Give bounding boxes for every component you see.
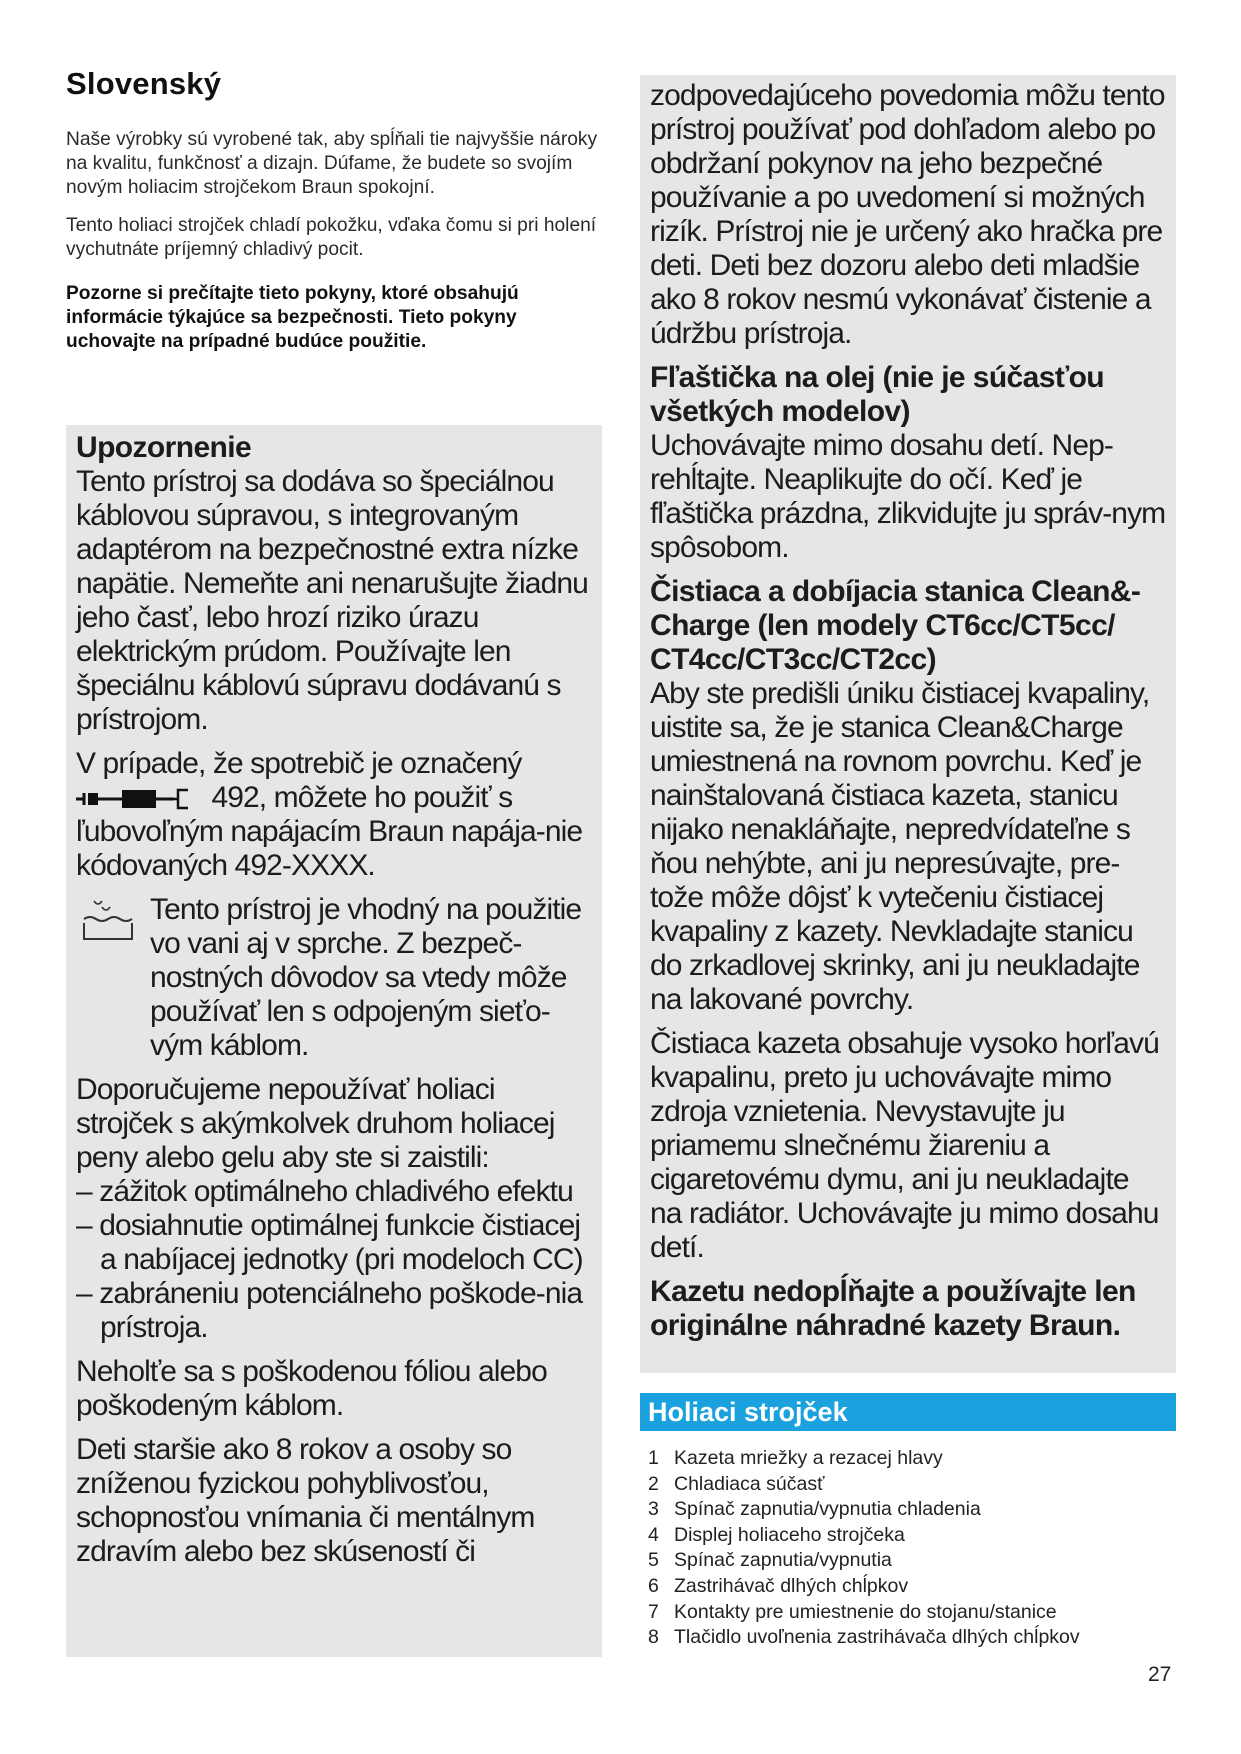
safety-notice: Pozorne si prečítajte tieto pokyny, ktoré obsahujú informácie týkajúce sa bezpečnosti. Tieto pokyny uchovajte na prípadné budúce použitie. — [66, 283, 519, 352]
warning-heading: Upozornenie — [76, 431, 252, 464]
station-paragraph-1: Aby ste predišli úniku čistiacej kvapaliny, uistite sa, že je stanica Clean&Charge umiestnená na rovnom povrchu. Keď je nainštalovaná čistiaca kazeta, stanicu nijako nenakláňajte, nepredvídateľne s ňou nehýbte, ani ju nepresúvajte, pre-tože môže dôjsť k vytečeniu čistiacej kvapaliny z kazety. Nevkladajte stanicu do zrkadlovej skrinky, ani ju neukladajte na lakované povrchy. — [650, 677, 1150, 1016]
warning-paragraph-2-before: V prípade, že spotrebič je označený — [76, 747, 522, 780]
oil-bottle-heading: Fľaštička na olej (nie je súčasťou všetkých modelov) — [650, 361, 1105, 428]
bath-shower-text: Tento prístroj je vhodný na použitie vo vani aj v sprche. Z bezpeč-nostných dôvodov sa vtedy môže používať len s odpojeným sieťo-vým káblom. — [150, 893, 582, 1062]
list-item: 8 Tlačidlo uvoľnenia zastrihávača dlhých chĺpkov — [648, 1626, 1080, 1649]
bath-shower-notice — [76, 893, 592, 1063]
station-heading: Čistiaca a dobíjacia stanica Clean&-Charge (len modely CT6cc/CT5cc/ CT4cc/CT3cc/CT2cc) — [650, 575, 1141, 676]
list-item: 1 Kazeta mriežky a rezacej hlavy — [648, 1447, 943, 1469]
intro-column — [66, 66, 606, 368]
recommendation-list — [76, 1175, 592, 1345]
list-item: 2 Chladiaca súčasť — [648, 1472, 825, 1495]
bathtub-icon — [80, 897, 136, 947]
safety-continued-box — [640, 75, 1176, 1373]
list-item: – zabráneniu potenciálneho poškode-nia prístroja. — [76, 1277, 583, 1344]
refill-warning-heading: Kazetu nedopĺňajte a používajte len originálne náhradné kazety Braun. — [650, 1275, 1136, 1342]
list-item: 4 Displej holiaceho strojčeka — [648, 1523, 905, 1546]
warning-paragraph-4: Doporučujeme nepoužívať holiaci strojček s akýmkolvek druhom holiacej peny alebo gelu aby ste si zaistili: — [76, 1073, 555, 1174]
warning-paragraph-5: Neholťe sa s poškodenou fóliou alebo poškodeným káblom. — [76, 1355, 547, 1422]
children-paragraph: zodpovedajúceho povedomia môžu tento prístroj používať pod dohľadom alebo po obdržaní pokynov na jeho bezpečné používanie a po uvedomení si možných rizík. Prístroj nie je určený ako hračka pre deti. Deti bez dozoru alebo deti mladšie ako 8 rokov nesmú vykonávať čistenie a údržbu prístroja. — [650, 79, 1165, 350]
warning-paragraph-2 — [76, 747, 592, 883]
warning-box — [66, 425, 602, 1657]
page-title: Slovenský — [66, 66, 222, 101]
list-item: 5 Spínač zapnutia/vypnutia — [648, 1549, 892, 1572]
list-item: 6 Zastrihávač dlhých chĺpkov — [648, 1574, 909, 1597]
parts-list — [648, 1446, 1178, 1651]
warning-paragraph-1: Tento prístroj sa dodáva so špeciálnou káblovou súpravou, s integrovaným adaptérom na bezpečnostné extra nízke napätie. Nemeňte ani nenarušujte žiadnu jeho časť, lebo hrozí riziko úrazu elektrickým prúdom. Používajte len špeciálnu káblovú súpravu dodávanú s prístrojom. — [76, 465, 588, 736]
page-number: 27 — [1148, 1663, 1172, 1686]
list-item: – zážitok optimálneho chladivého efektu — [76, 1175, 573, 1208]
list-item: 3 Spínač zapnutia/vypnutia chladenia — [648, 1498, 981, 1521]
intro-paragraph-1: Naše výrobky sú vyrobené tak, aby spĺňali tie najvyššie nároky na kvalitu, funkčnosť a dizajn. Dúfame, že budete so svojím novým holiacim strojčekom Braun spokojní. — [66, 129, 598, 198]
list-item: 7 Kontakty pre umiestnenie do stojanu/stanice — [648, 1600, 1057, 1623]
intro-section — [66, 128, 606, 354]
warning-paragraph-2-after: 492, môžete ho použiť s ľubovoľným napájacím Braun napája-nie kódovaných 492-XXXX. — [76, 781, 583, 882]
oil-bottle-paragraph: Uchovávajte mimo dosahu detí. Nep-rehĺtajte. Neaplikujte do očí. Keď je fľaštička prázdna, zlikvidujte ju správ-nym spôsobom. — [650, 429, 1166, 564]
station-paragraph-2: Čistiaca kazeta obsahuje vysoko horľavú kvapalinu, preto ju uchovávajte mimo zdroja vznietenia. Nevystavujte ju priamemu slnečnému žiareniu a cigaretovému dymu, ani ju neukladajte na radiátor. Uchovávajte ju mimo dosahu detí. — [650, 1027, 1159, 1264]
section-title-bar: Holiaci strojček — [640, 1393, 1176, 1431]
intro-paragraph-2: Tento holiaci strojček chladí pokožku, vďaka čomu si pri holení vychutnáte príjemný chladivý pocit. — [66, 215, 597, 260]
list-item: – dosiahnutie optimálnej funkcie čistiacej a nabíjacej jednotky (pri modeloch CC) — [76, 1209, 583, 1276]
power-plug-icon — [76, 785, 204, 813]
warning-paragraph-6: Deti staršie ako 8 rokov a osoby so zníženou fyzickou pohyblivosťou, schopnosťou vnímania či mentálnym zdravím alebo bez skúseností či — [76, 1433, 535, 1568]
